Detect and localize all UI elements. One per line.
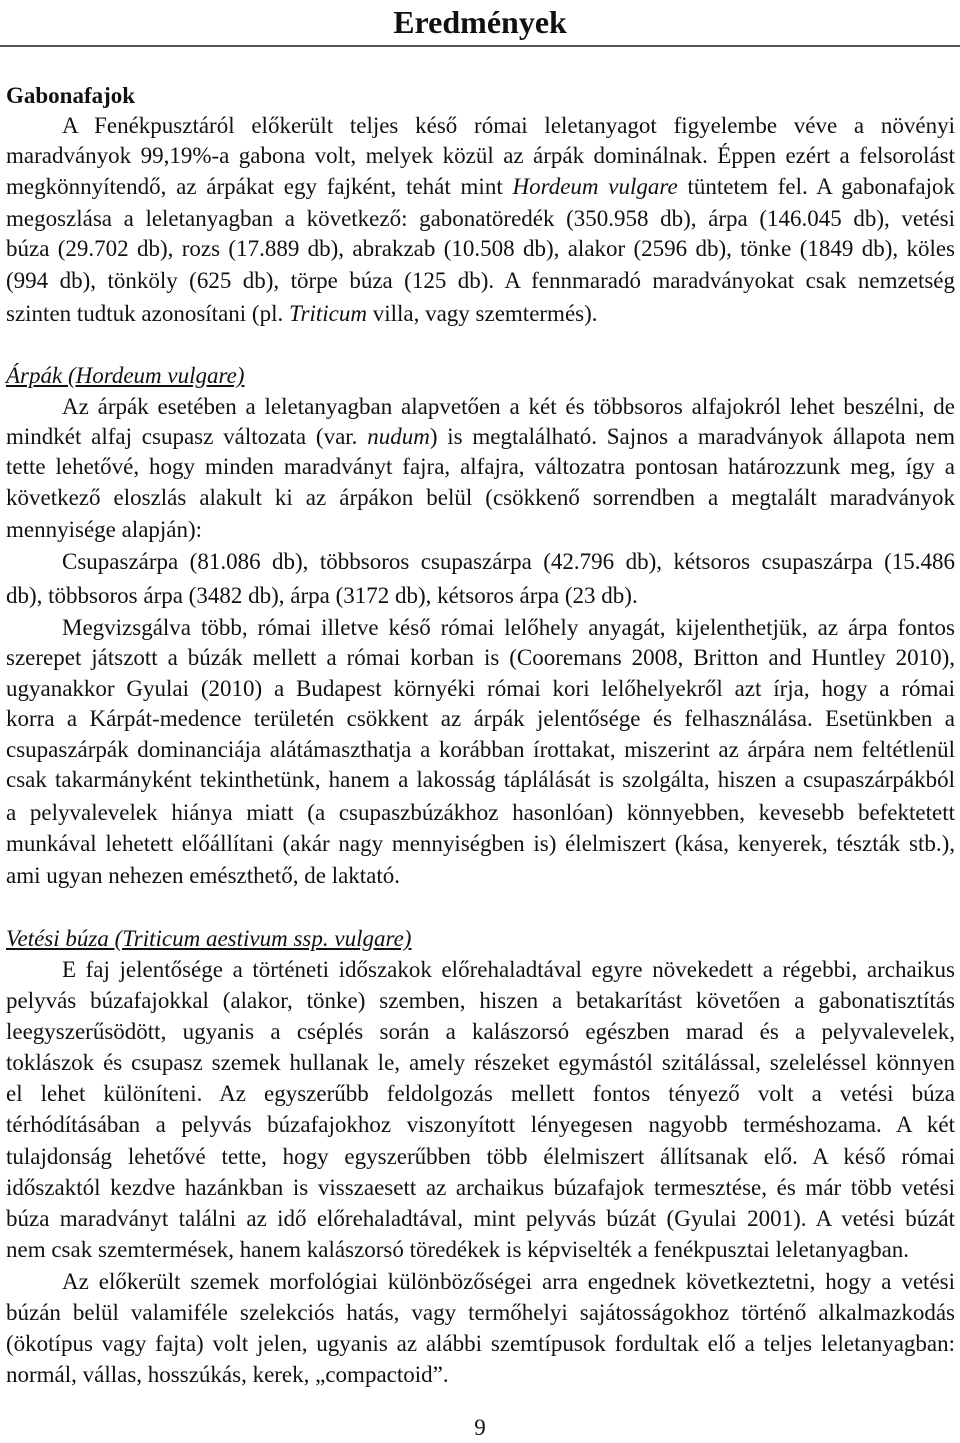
text-line [6, 233, 955, 264]
text-run: tette lehetővé, hogy minden maradványt fajra, alfajra, változatra pontosan határozzunk meg, így a [6, 454, 955, 479]
text-run: búza maradványt találni az idő előrehaladtával, mint pelyvás búzát (Gyulai 2001). A vetési búzát [6, 1206, 955, 1231]
text-run: ami ugyan nehezen emészthető, de laktató. [6, 863, 401, 888]
section-heading: Gabonafajok [6, 83, 136, 108]
text-line [6, 1078, 955, 1109]
text-run: (994 db), tönköly (625 db), törpe búza (125 db). A fennmaradó maradványokat csak nemzetség [6, 268, 955, 293]
text-line [6, 1141, 955, 1172]
text-line [6, 514, 955, 545]
title-divider [0, 45, 960, 47]
text-line [6, 1016, 955, 1047]
text-run: E faj jelentősége a történeti időszakok előrehaladtával egyre növekedett a régebbi, archaikus [62, 957, 955, 982]
text-run: Az árpák esetében a leletanyagban alapvetően a két és többsoros alfajokról lehet beszélni, de [62, 394, 955, 419]
text-run: Csupaszárpa (81.086 db), többsoros csupaszárpa (42.796 db), kétsoros csupaszárpa (15.486 [62, 549, 955, 574]
text-run: A Fenékpusztáról előkerült teljes késő római leletanyagot figyelembe véve a növényi [62, 113, 955, 138]
text-line [6, 580, 955, 611]
text-line [6, 1328, 955, 1359]
text-run: a pelyvalevelek hiánya miatt (a csupaszbúzákhoz hasonlóan) könnyebben, kevesebb befektetett [6, 800, 955, 825]
text-line [6, 954, 955, 985]
text-run: tüntetem fel. A gabonafajok [677, 174, 955, 199]
text-line [6, 1109, 955, 1140]
text-line [6, 673, 955, 704]
text-run: búza (29.702 db), rozs (17.889 db), abrakzab (10.508 db), alakor (2596 db), tönke (1849 db), köles [6, 236, 955, 261]
section-heading: Vetési búza (Triticum aestivum ssp. vulgare) [6, 926, 412, 951]
text-line [6, 1203, 955, 1234]
text-run: el lehet különíteni. Az egyszerűbb feldolgozás mellett fontos tényező volt a vetési búza [6, 1081, 955, 1106]
text-line [6, 546, 955, 577]
text-run: szerepet játszott a búzák mellett a római korban is (Cooremans 2008, Britton and Huntley 2010), [6, 645, 955, 670]
text-run: ugyanakkor Gyulai (2010) a Budapest környéki római kori lelőhelyekről azt írja, hogy a római [6, 676, 955, 701]
text-line [6, 734, 955, 765]
text-run: szinten tudtuk azonosítani (pl. [6, 301, 289, 326]
text-run: db), többsoros árpa (3482 db), árpa (3172 db), kétsoros árpa (23 db). [6, 583, 638, 608]
text-run: Megvizsgálva több, római illetve késő római lelőhely anyagát, kijelenthetjük, az árpa fontos [62, 615, 955, 640]
text-run: Az előkerült szemek morfológiai különbözőségei arra engednek következtetni, hogy a vetési [62, 1269, 955, 1294]
text-line [6, 482, 955, 513]
text-run: korra a Kárpát-medence területén csökkent az árpák jelentősége és felhasználása. Esetünkben a [6, 706, 955, 731]
text-run: következő eloszlás alakult ki az árpákon belül (csökkenő sorrendben a megtalált maradványok [6, 485, 955, 510]
text-line [6, 612, 955, 643]
text-run: búzán belül valamiféle szelekciós hatás, vagy termőhelyi sajátosságokhoz történő alkalmazkodás [6, 1300, 955, 1325]
text-run: munkával lehetett előállítani (akár nagy mennyiségben is) élelmiszert (kása, kenyerek, tészták stb.), [6, 831, 955, 856]
text-line [6, 1047, 955, 1078]
page-number: 9 [474, 1415, 486, 1440]
text-run: térhódításában a pelyvás búzafajokhoz viszonyított lényegesen nagyobb terméshozama. A két [6, 1112, 955, 1137]
text-line [6, 451, 955, 482]
text-run: villa, vagy szemtermés). [366, 301, 598, 326]
text-run: időszaktól kezdve hazánkban is visszaesett az archaikus búzafajok termesztése, és már több vetési [6, 1175, 955, 1200]
text-line [6, 265, 955, 296]
text-line [6, 421, 955, 452]
text-line [6, 1266, 955, 1297]
text-run: leegyszerűsödött, ugyanis a cséplés során a kalászorsó egészben marad és a pelyvalevelek, [6, 1019, 955, 1044]
text-run: (ökotípus vagy fajta) volt jelen, ugyanis az alábbi szemtípusok fordultak elő a teljes leletanyagban: [6, 1331, 955, 1356]
text-run: csak takarmányként tekinthetünk, hanem a lakosság táplálását is szolgálta, hiszen a csupaszárpákból [6, 767, 955, 792]
text-run: tulajdonság lehetővé tette, hogy egyszerűbben több élelmiszert állítsanak elő. A késő római [6, 1144, 955, 1169]
text-line [6, 140, 955, 171]
text-run: mennyisége alapján): [6, 517, 203, 542]
text-line [6, 860, 955, 891]
text-run: megoszlása a leletanyagban a következő: gabonatöredék (350.958 db), árpa (146.045 db), vetési [6, 206, 955, 231]
text-line [6, 797, 955, 828]
text-run: toklászok és csupasz szemek hullanak le, amely részeket egymástól szitálással, szeleléssel könnyen [6, 1050, 955, 1075]
text-line [6, 1359, 955, 1390]
page-title: Eredmények [393, 4, 567, 40]
text-line [6, 391, 955, 422]
latin-name: Hordeum vulgare [512, 174, 678, 199]
text-line [6, 642, 955, 673]
text-line [6, 764, 955, 795]
latin-name: nudum [367, 424, 430, 449]
text-line [6, 985, 955, 1016]
text-run: maradványok 99,19%-a gabona volt, melyek közül az árpák dominálnak. Éppen ezért a felsorolást [6, 143, 955, 168]
text-line [6, 1297, 955, 1328]
section-heading: Árpák (Hordeum vulgare) [6, 363, 245, 388]
text-line [6, 298, 955, 329]
text-run: pelyvás búzafajokkal (alakor, tönke) szemben, hiszen a betakarítást követően a gabonatisztítás [6, 988, 955, 1013]
text-run: nem csak szemtermések, hanem kalászorsó töredékek is képviselték a fenékpusztai leletanyagban. [6, 1237, 910, 1262]
text-run: csupaszárpák dominanciája alátámaszthatja a korábban írottakat, miszerint az árpára nem feltétlenül [6, 737, 955, 762]
text-run: ) is megtalálható. Sajnos a maradványok állapota nem [429, 424, 956, 449]
text-line [6, 1172, 955, 1203]
text-line [6, 203, 955, 234]
text-line [6, 703, 955, 734]
latin-name: Triticum [288, 301, 367, 326]
text-run: mindkét alfaj csupasz változata (var. [6, 424, 368, 449]
text-line [6, 828, 955, 859]
text-line [6, 1234, 955, 1265]
text-line [6, 171, 955, 202]
text-line [6, 110, 955, 141]
text-run: megkönnyítendő, az árpákat egy fajként, tehát mint [6, 174, 513, 199]
text-run: normál, vállas, hosszúkás, kerek, „compactoid”. [6, 1362, 449, 1387]
